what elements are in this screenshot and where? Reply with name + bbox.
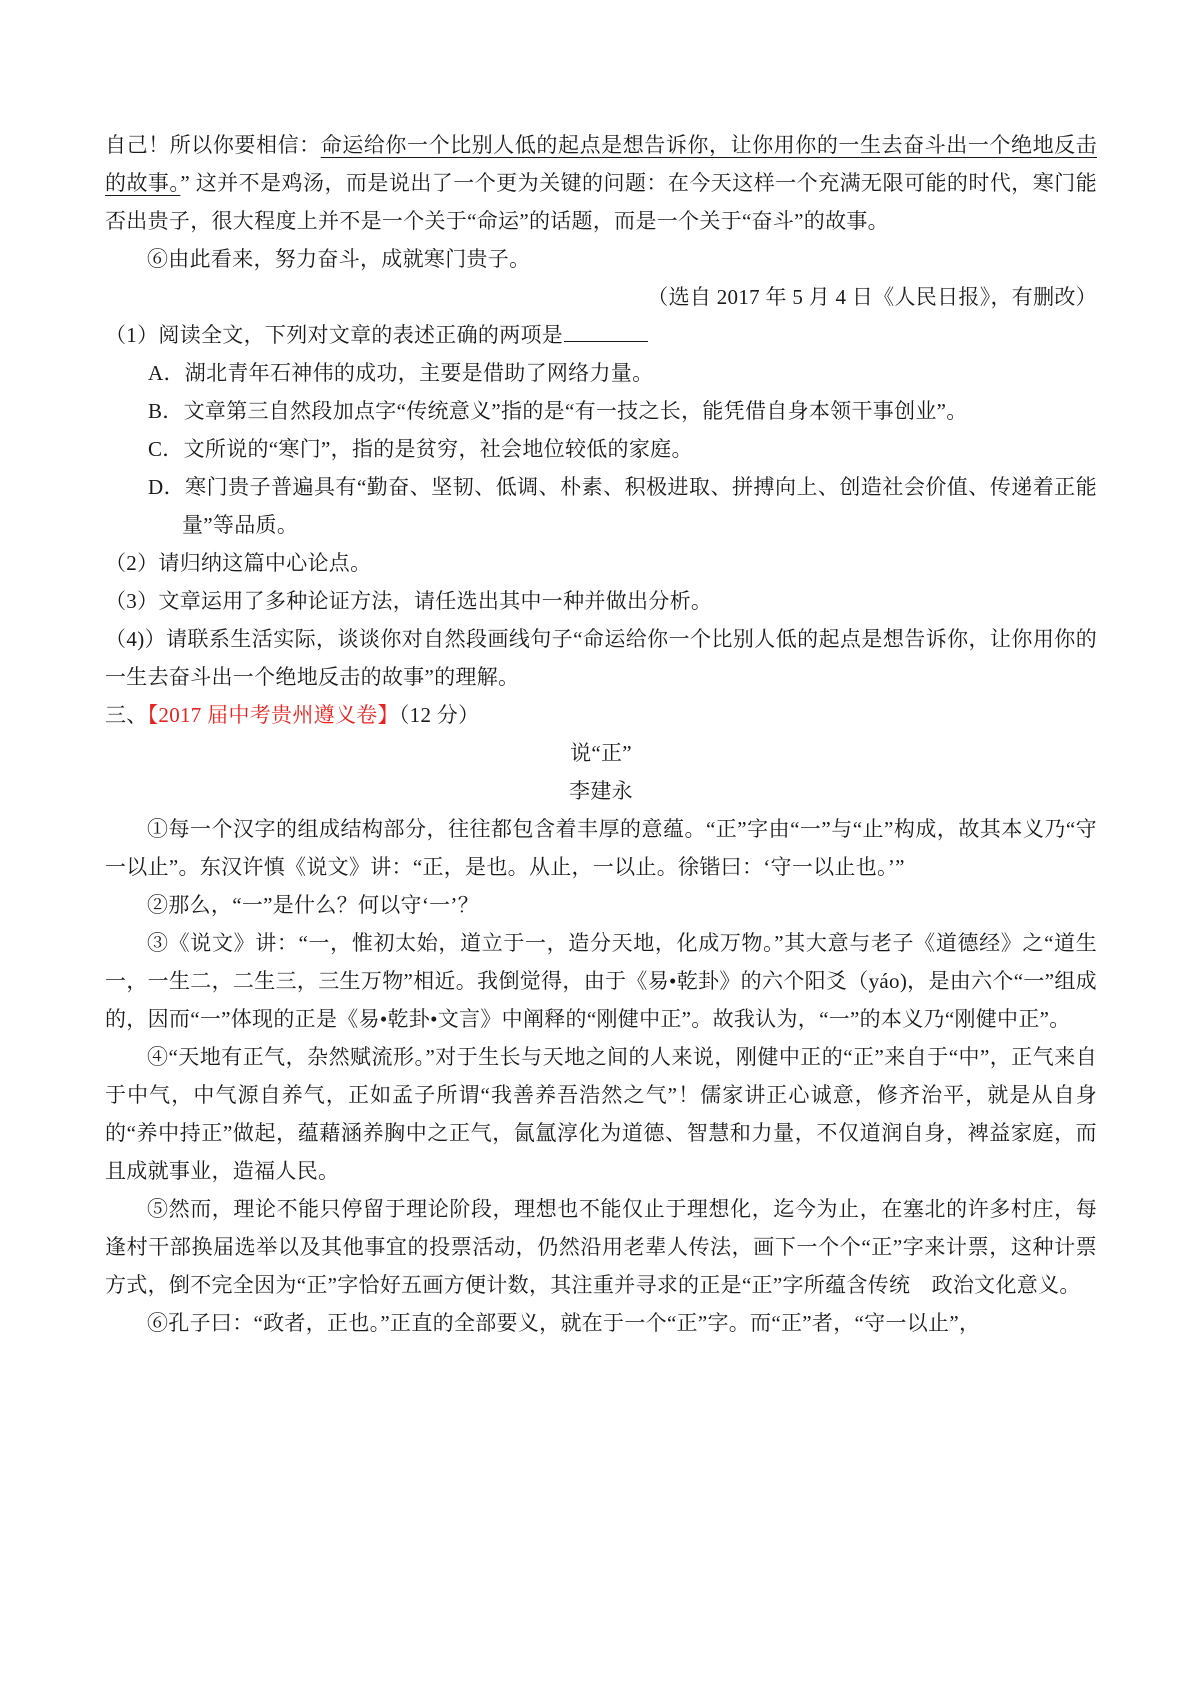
- article-paragraph-3: ③《说文》讲：“一，惟初太始，道立于一，造分天地，化成万物。”其大意与老子《道德经》之“道生一，一生二，二生三，三生万物”相近。我倒觉得，由于《易•乾卦》的六个阳爻（yáo)，是由六个“一”组成的，因而“一”体现的正是《易•乾卦•文言》中阐释的“刚健中正”。故我认为，“一”的本义乃“刚健中正”。: [105, 931, 1097, 1031]
- question-3: （3）文章运用了多种论证方法，请任选出其中一种并做出分析。: [105, 589, 713, 613]
- option-label: B．: [148, 399, 184, 423]
- article-paragraph-2: ②那么，“一”是什么？何以守‘一’？: [147, 893, 480, 917]
- question-1-prompt: （1）阅读全文，下列对文章的表述正确的两项是: [105, 323, 564, 347]
- exam-source-tag: 【2017 届中考贵州遵义卷】: [147, 703, 399, 727]
- question-2: （2）请归纳这篇中心论点。: [105, 551, 372, 575]
- section-3-heading: [105, 696, 1097, 734]
- option-text: 湖北青年石神伟的成功，主要是借助了网络力量。: [184, 361, 654, 385]
- article-author: 李建永: [569, 779, 633, 803]
- option-c: [105, 430, 1097, 468]
- question-4: （4)）请联系生活实际，谈谈你对自然段画线句子“命运给你一个比别人低的起点是想告诉你，让你用你的一生去奋斗出一个绝地反击的故事”的理解。: [105, 627, 1097, 689]
- passage-tail-lead: 自己！所以你要相信：: [105, 133, 321, 157]
- option-text: 文所说的“寒门”，指的是贫穷，社会地位较低的家庭。: [183, 437, 693, 461]
- option-label: D．: [148, 475, 186, 499]
- option-text: 寒门贵子普遍具有“勤奋、坚韧、低调、朴素、积极进取、拼搏向上、创造社会价值、传递着正能量”等品质。: [182, 475, 1098, 537]
- question-1: [105, 316, 1097, 354]
- article-paragraph-4: ④“天地有正气，杂然赋流形。”对于生长与天地之间的人来说，刚健中正的“正”来自于“中”，正气来自于中气，中气源自养气，正如孟子所谓“我善养吾浩然之气”！儒家讲正心诚意，修齐治平，就是从自身的“养中持正”做起，蕴藉涵养胸中之正气，氤氲淳化为道德、智慧和力量，不仅道润自身，裨益家庭，而且成就事业，造福人民。: [105, 1045, 1097, 1183]
- option-d: [105, 468, 1097, 544]
- option-label: C．: [148, 437, 184, 461]
- article-paragraph-5: ⑤然而，理论不能只停留于理论阶段，理想也不能仅止于理想化，迄今为止，在塞北的许多村庄，每逢村干部换届选举以及其他事宜的投票活动，仍然沿用老辈人传法，画下一个个“正”字来计票，这种计票方式，倒不完全因为“正”字恰好五画方便计数，其注重并寻求的正是“正”字所蕴含传统 政治文化意义。: [105, 1197, 1097, 1297]
- answer-blank: [564, 323, 648, 342]
- article-paragraph-6: ⑥孔子曰：“政者，正也。”正直的全部要义，就在于一个“正”字。而“正”者，“守一以止”，: [147, 1311, 981, 1335]
- option-b: [105, 392, 1097, 430]
- underlined-sentence: 命运给你一个比别人低的起点是想告诉你，让你用你的一生去奋斗出一个绝地反击的故事。: [105, 133, 1098, 195]
- article-title: 说“正”: [570, 741, 632, 765]
- section-number: 三、: [105, 703, 148, 727]
- passage-tail-rest: ” 这并不是鸡汤，而是说出了一个更为关键的问题：在今天这样一个充满无限可能的时代，寒门能否出贵子，很大程度上并不是一个关于“命运”的话题，而是一个关于“奋斗”的故事。: [105, 171, 1097, 233]
- passage-paragraph-6: ⑥由此看来，努力奋斗，成就寒门贵子。: [147, 247, 531, 271]
- option-label: A．: [148, 361, 185, 385]
- section-score: （12 分）: [398, 703, 480, 727]
- source-citation: （选自 2017 年 5 月 4 日《人民日报》，有删改）: [647, 285, 1097, 309]
- option-text: 文章第三自然段加点字“传统意义”指的是“有一技之长，能凭借自身本领干事创业”。: [183, 399, 968, 423]
- article-paragraph-1: ①每一个汉字的组成结构部分，往往都包含着丰厚的意蕴。“正”字由“一”与“止”构成，故其本义乃“守一以止”。东汉许慎《说文》讲：“正，是也。从止，一以止。徐锴曰：‘守一以止也。’”: [105, 817, 1097, 879]
- option-a: [105, 354, 1097, 392]
- passage-tail-paragraph: [105, 126, 1097, 240]
